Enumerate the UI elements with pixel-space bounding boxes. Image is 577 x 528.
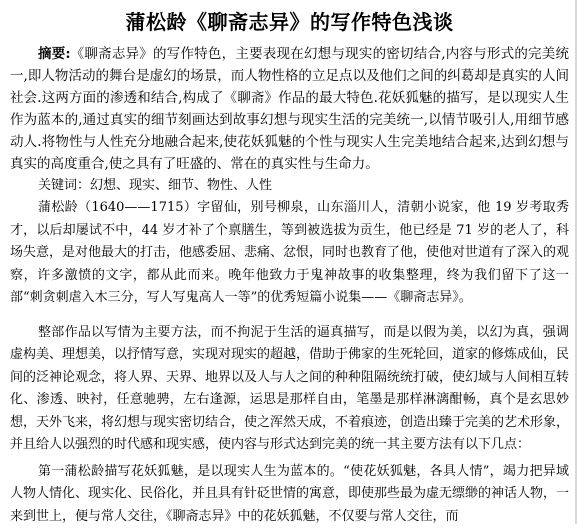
body-paragraph-method: 整部作品以写情为主要方法，而不拘泥于生活的逼真描写，而是以假为美，以幻为真，强调虚构美、理想美，以抒情写意，实现对现实的超越，借助于佛家的生死轮回，道家的修炼成仙，民间的泛神论观念，将人界、天界、地界以及人与人之间的种种阻隔统统打破，使幻域与人间相互转化、渗透、映衬，任意驰骋，左右逢源，运思是那样自由，笔墨是那样淋漓酣畅，真个是玄思妙想，天外飞来，将幻想与现实密切结合，使之浑然天成，不着痕迹，创造出臻于完美的艺术形象，并且给人以强烈的时代感和现实感，使内容与形式达到完美的统一其主要方法有以下几点： [10, 322, 569, 457]
body-paragraph-point-one: 第一蒲松龄描写花妖狐魅，是以现实人生为蓝本的。“使花妖狐魅，各具人情”，竭力把异域人物人情化、现实化、民俗化，并且具有针砭世情的寓意，即使那些最为虚无缥缈的神话人物，一来到世上，便与常人交往，《聊斋志异》中的花妖狐魅，不仅要与常人交往，而 [10, 461, 569, 528]
abstract-text: 《聊斋志异》的写作特色，主要表现在幻想与现实的密切结合,内容与形式的完美统一,即人物活动的舞台是虚幻的场景，而人物性格的立足点以及他们之间的纠葛却是真实的人间社会.这两方面的渗透和结合,构成了《聊斋》作品的最大特色.花妖狐魅的描写，是以现实人生作为蓝本的,通过真实的细节刻画达到故事幻想与现实生活的完美统一,以情节吸引人,用细节感动人.将物性与人性充分地融合起来,使花妖狐魅的个性与现实人生完美地结合起来,达到幻想与真实的高度重合,使之具有了旺盛的、常在的真实性与生命力。 [10, 46, 569, 172]
article-title: 蒲松龄《聊斋志异》的写作特色浅谈 [10, 6, 569, 35]
body-paragraph-biography: 蒲松龄（1640——1715）字留仙，别号柳泉，山东淄川人，清朝小说家，他 19 岁考取秀才，以后却屡试不中，44 岁才补了个禀膳生，等到被选拔为贡生，他已经是 71 岁的老人了，科场失意，是对他最大的打击，他感委屈、悲痛、忿恨，同时也教育了他，使他对世道有了深入的观察，许多激愤的文字，都从此而来。晚年他致力于鬼神故事的收集整理，终为我们留下了这一部“刺贪刺虐入木三分，写人写鬼高人一等”的优秀短篇小说集——《聊斋志异》。 [10, 197, 569, 310]
abstract-paragraph [10, 43, 569, 175]
abstract-label: 摘要: [38, 46, 70, 62]
keywords-line: 关键词：幻想、现实、细节、物性、人性 [10, 175, 569, 197]
